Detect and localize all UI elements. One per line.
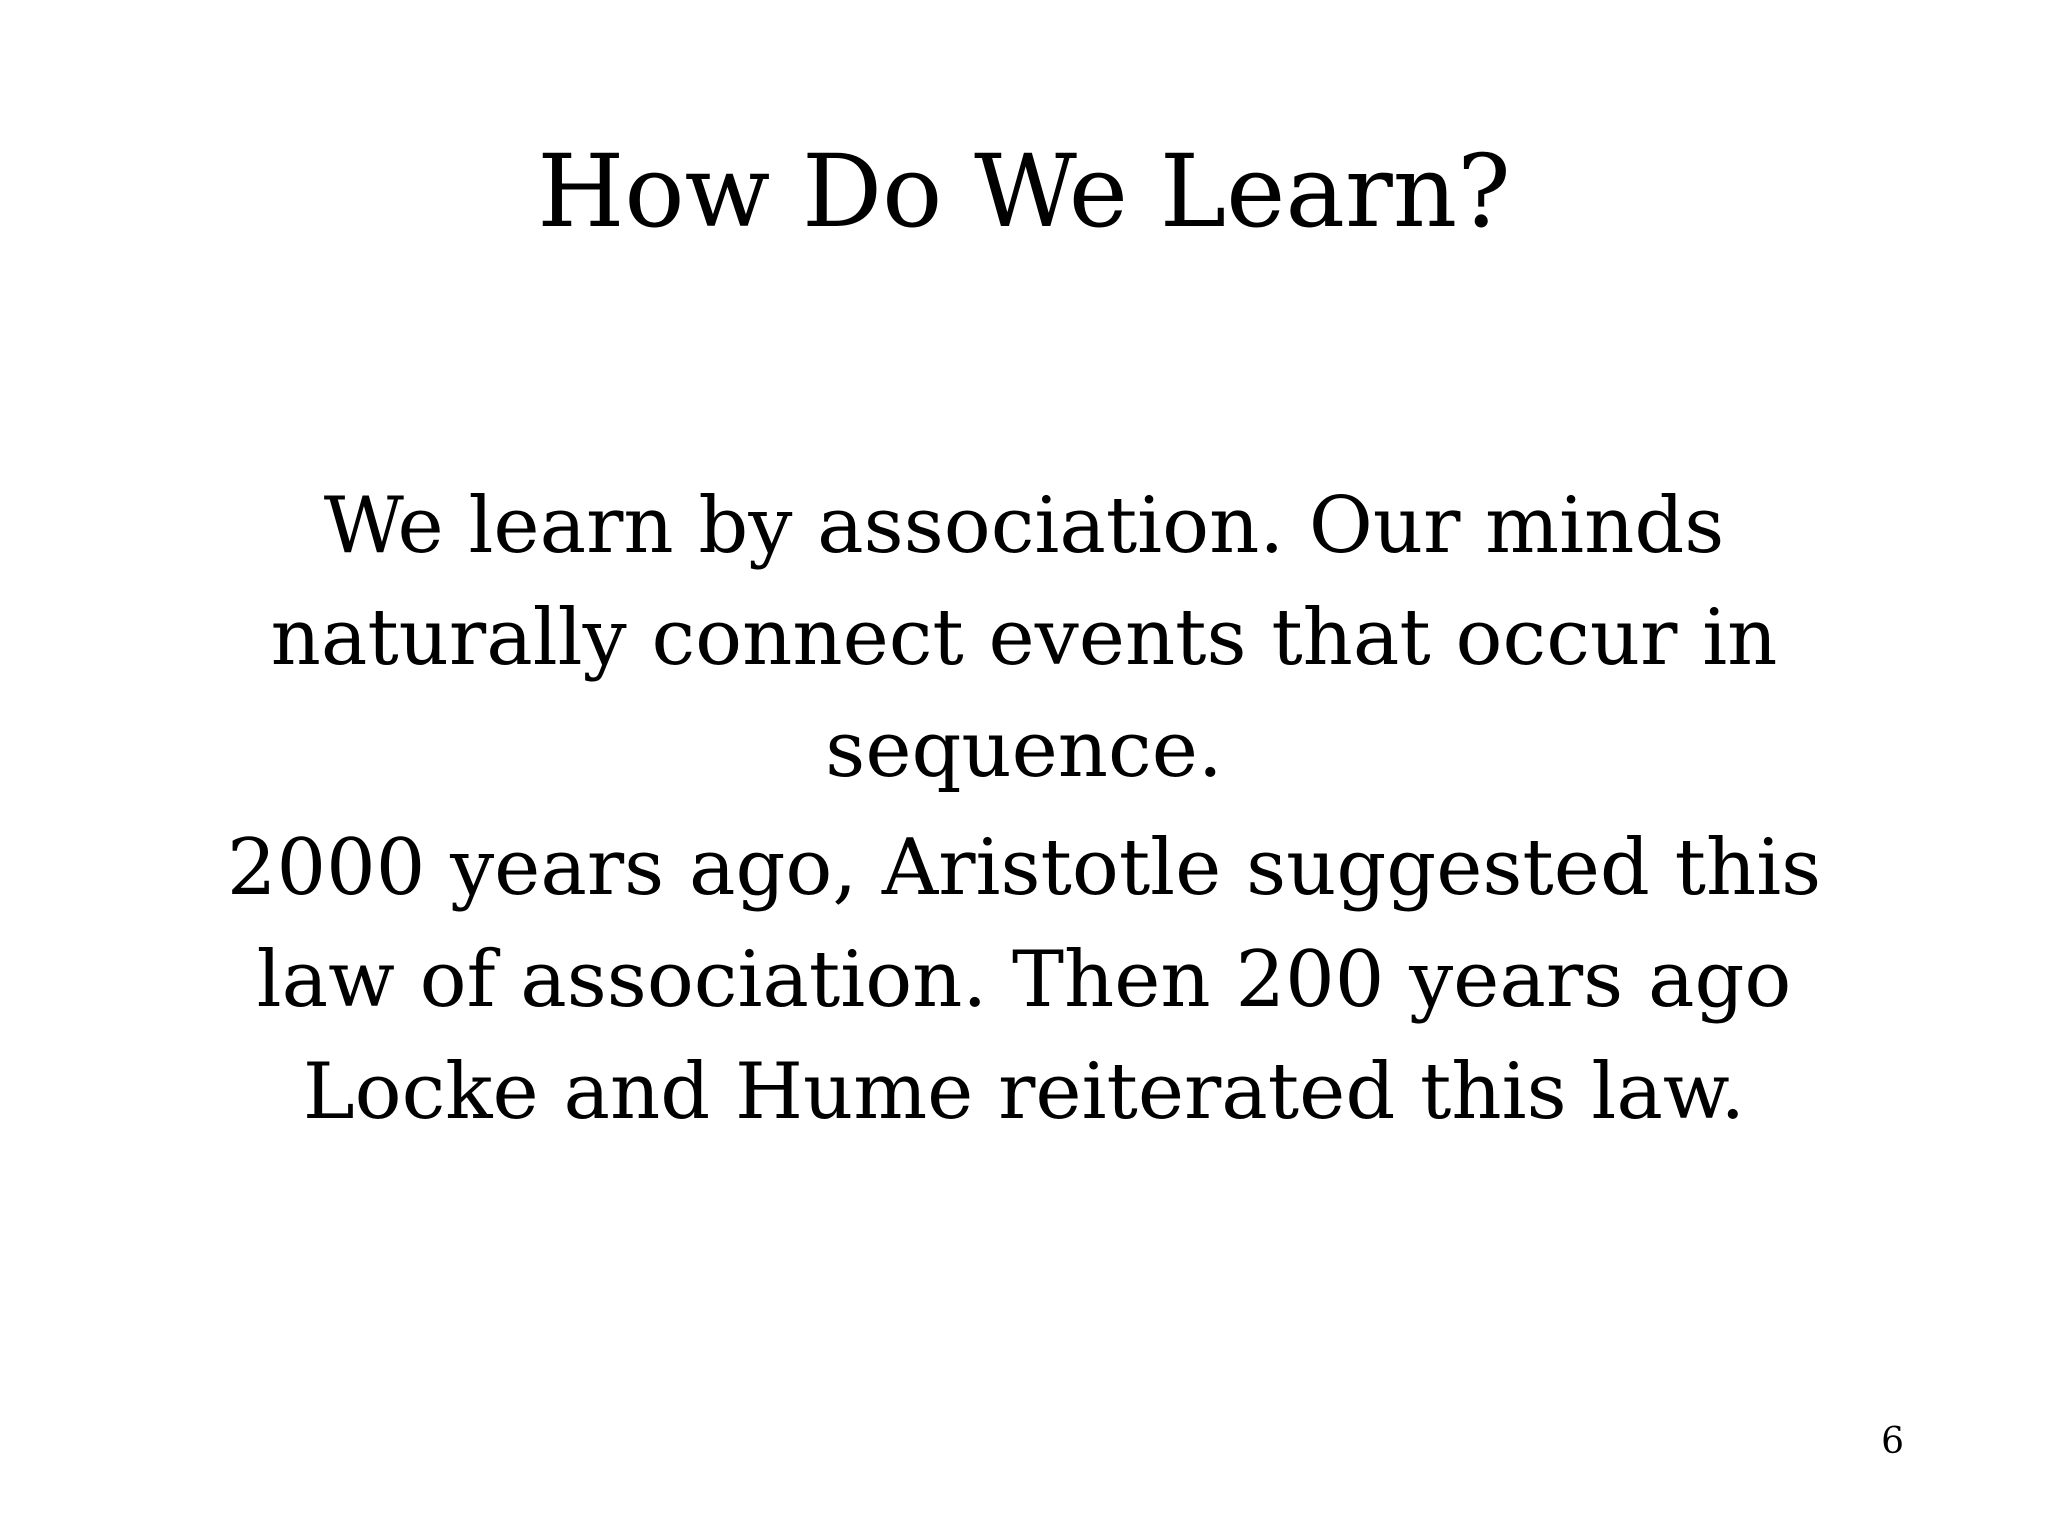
paragraph-line: Locke and Hume reiterated this law. (302, 1047, 1746, 1137)
paragraph-line: sequence. (825, 705, 1223, 795)
paragraph-association (200, 470, 1848, 806)
paragraph-history (200, 812, 1848, 1148)
paragraph-line: We learn by association. Our minds (323, 481, 1725, 571)
slide-title: How Do We Learn? (537, 133, 1511, 250)
page-number: 6 (1881, 1421, 1904, 1462)
paragraph-line: 2000 years ago, Aristotle suggested this (226, 823, 1822, 913)
paragraph-line: naturally connect events that occur in (270, 593, 1778, 683)
paragraph-line: law of association. Then 200 years ago (256, 935, 1792, 1025)
slide-body (200, 470, 1848, 1148)
